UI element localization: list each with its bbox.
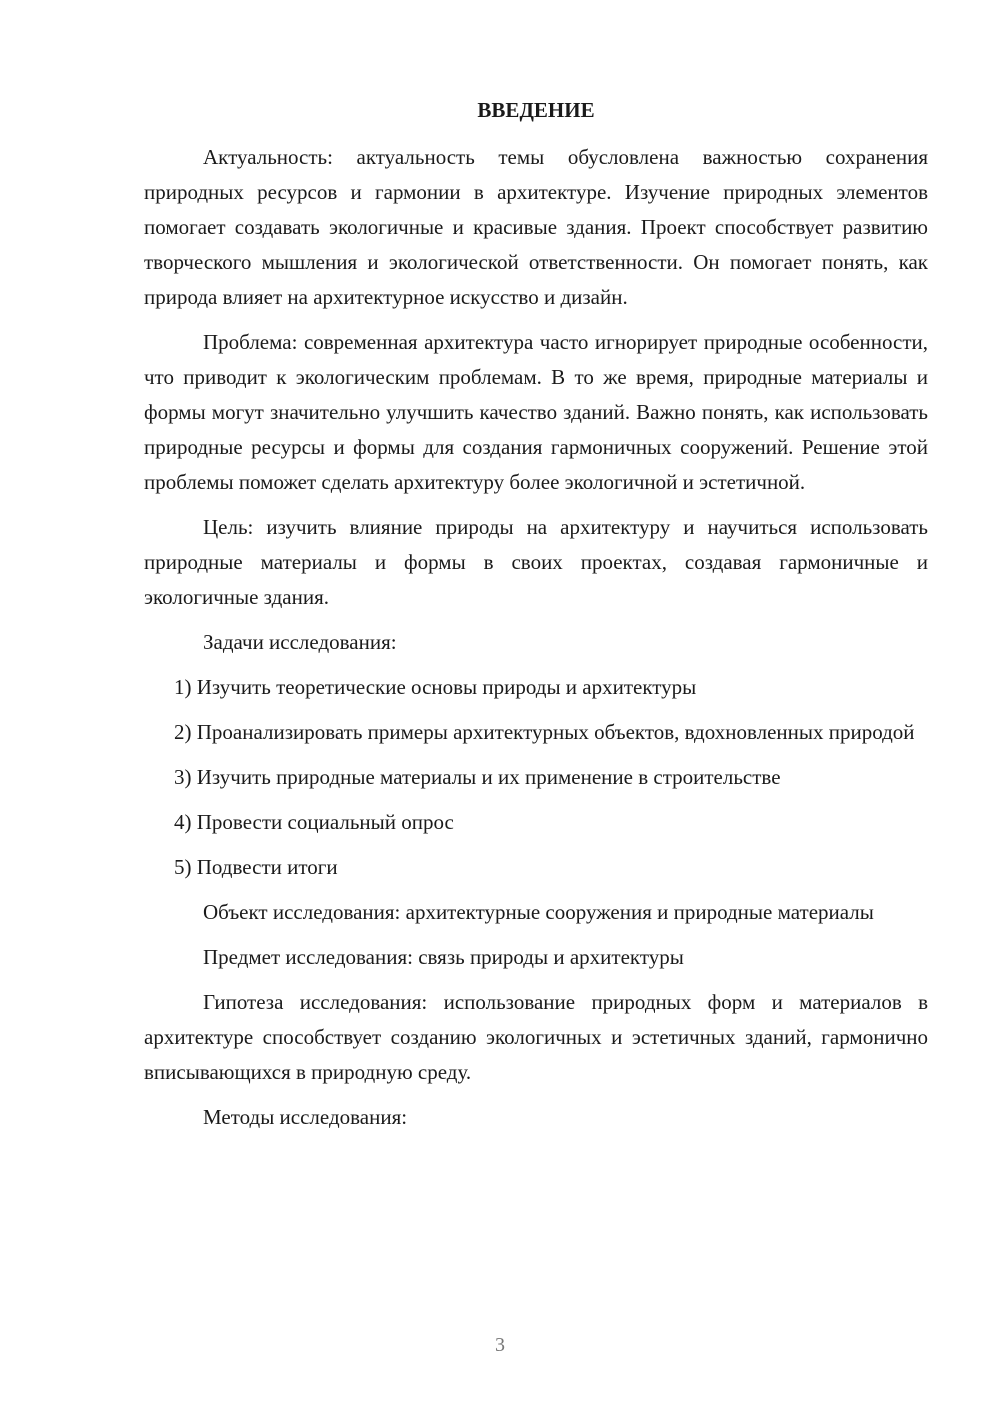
page-heading: ВВЕДЕНИЕ <box>477 98 595 122</box>
tasks-title: Задачи исследования: <box>203 630 397 654</box>
page-number: 3 <box>495 1334 505 1356</box>
methods-title: Методы исследования: <box>203 1105 408 1129</box>
page-content <box>144 96 928 1145</box>
task-item-5: 5) Подвести итоги <box>174 855 338 879</box>
object-paragraph: Объект исследования: архитектурные сооружения и природные материалы <box>203 900 874 924</box>
relevance-paragraph: Актуальность: актуальность темы обусловлена важностью сохранения природных ресурсов и гармонии в архитектуре. Изучение природных элементов помогает создавать экологичные и красивые здания. Проект способствует развитию творческого мышления и экологической ответственности. Он помогает понять, как природа влияет на архитектурное искусство и дизайн. <box>144 145 928 309</box>
task-item-1: 1) Изучить теоретические основы природы и архитектуры <box>174 675 697 699</box>
hypothesis-paragraph: Гипотеза исследования: использование природных форм и материалов в архитектуре способствует созданию экологичных и эстетичных зданий, гармонично вписывающихся в природную среду. <box>144 990 928 1084</box>
task-item-2: 2) Проанализировать примеры архитектурных объектов, вдохновленных природой <box>174 720 915 744</box>
subject-paragraph: Предмет исследования: связь природы и архитектуры <box>203 945 684 969</box>
task-item-3: 3) Изучить природные материалы и их применение в строительстве <box>174 765 781 789</box>
problem-paragraph: Проблема: современная архитектура часто игнорирует природные особенности, что приводит к экологическим проблемам. В то же время, природные материалы и формы могут значительно улучшить качество зданий. Важно понять, как использовать природные ресурсы и формы для создания гармоничных сооружений. Решение этой проблемы поможет сделать архитектуру более экологичной и эстетичной. <box>144 330 928 494</box>
tasks-list <box>144 670 928 885</box>
goal-paragraph: Цель: изучить влияние природы на архитектуру и научиться использовать природные материалы и формы в своих проектах, создавая гармоничные и экологичные здания. <box>144 515 928 609</box>
task-item-4: 4) Провести социальный опрос <box>174 810 454 834</box>
